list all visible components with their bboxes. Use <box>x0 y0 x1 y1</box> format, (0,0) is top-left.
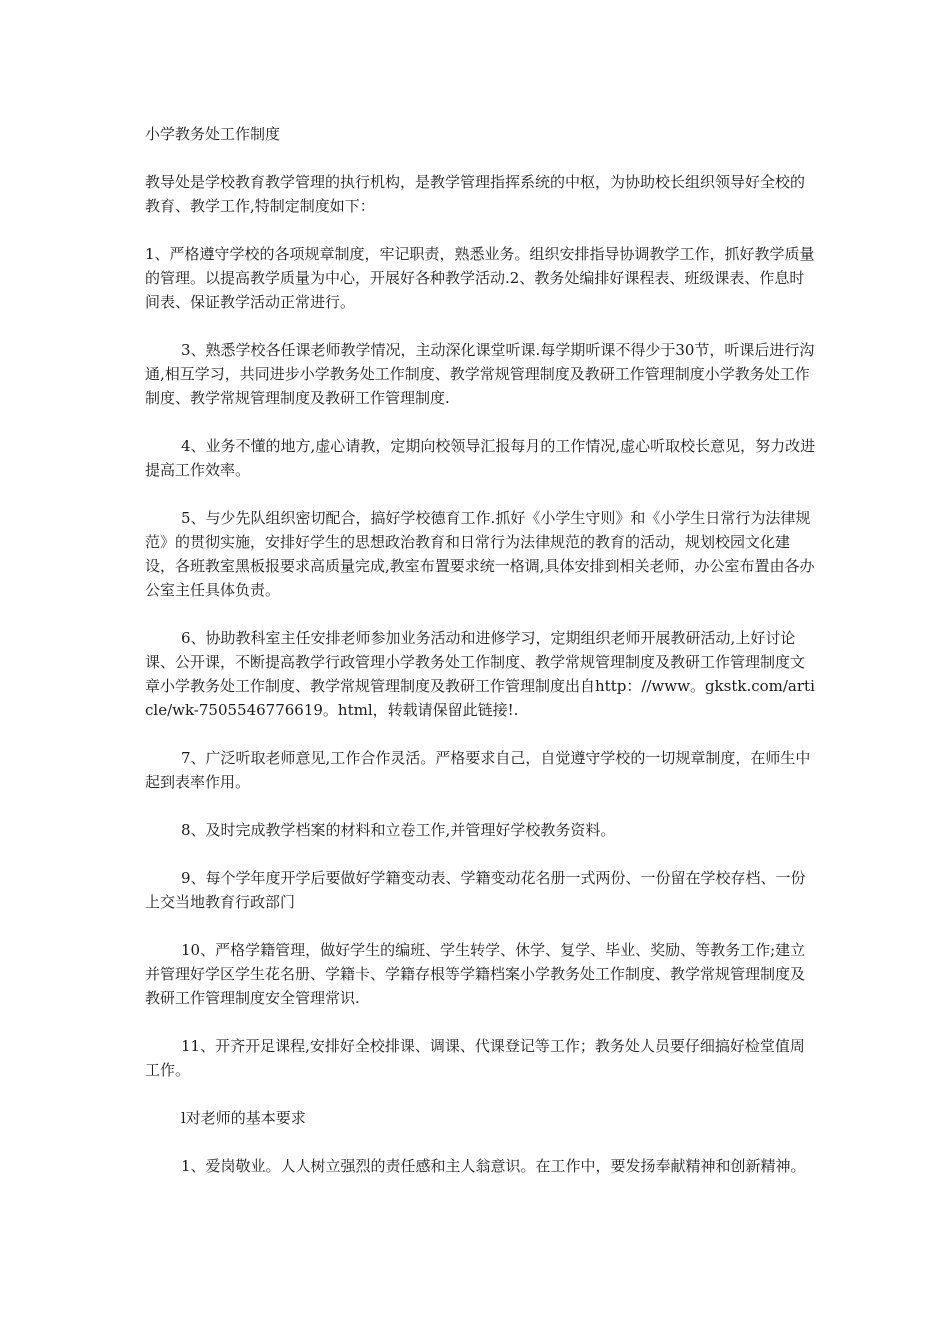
rule-paragraph-9: 9、每个学年度开学后要做好学籍变动表、学籍变动花名册一式两份、一份留在学校存档、一份上交当地教育行政部门 <box>145 869 806 911</box>
intro-paragraph: 教导处是学校教育教学管理的执行机构，是教学管理指挥系统的中枢，为协助校长组织领导好全校的教育、教学工作,特制定制度如下： <box>145 173 806 215</box>
teacher-requirement-1: 1、爱岗敬业。人人树立强烈的责任感和主人翁意识。在工作中，要发扬奉献精神和创新精神。 <box>181 1157 806 1175</box>
rule-paragraph-11: 11、开齐开足课程,安排好全校排课、调课、代课登记等工作；教务处人员要仔细搞好检堂值周工作。 <box>145 1037 805 1079</box>
rule-paragraph-3: 3、熟悉学校各任课老师教学情况，主动深化课堂听课.每学期听课不得少于30节，听课后进行沟通,相互学习，共同进步小学教务处工作制度、教学常规管理制度及教研工作管理制度小学教务处工作制度、教学常规管理制度及教研工作管理制度. <box>145 341 815 407</box>
document-title: 小学教务处工作制度 <box>145 125 281 143</box>
rule-paragraph-8: 8、及时完成教学档案的材料和立卷工作,并管理好学校教务资料。 <box>181 821 616 839</box>
section-heading: l对老师的基本要求 <box>181 1109 306 1127</box>
rule-paragraph-4: 4、业务不懂的地方,虚心请教，定期向校领导汇报每月的工作情况,虚心听取校长意见，努力改进提高工作效率。 <box>145 437 816 479</box>
rule-paragraph-10: 10、严格学籍管理，做好学生的编班、学生转学、休学、复学、毕业、奖励、等教务工作;建立并管理好学区学生花名册、学籍卡、学籍存根等学籍档案小学教务处工作制度、教学常规管理制度及教研工作管理制度安全管理常识. <box>145 941 806 1007</box>
rule-paragraph-6: 6、协助教科室主任安排老师参加业务活动和进修学习，定期组织老师开展教研活动,上好讨论课、公开课，不断提高教学行政管理小学教务处工作制度、教学常规管理制度及教研工作管理制度文章小学教务处工作制度、教学常规管理制度及教研工作管理制度出自http：//www。gkstk.com/article/wk-7505546776619。html，转载请保留此链接!. <box>145 629 815 719</box>
rule-paragraph-1: 1、严格遵守学校的各项规章制度，牢记职责，熟悉业务。组织安排指导协调教学工作，抓好教学质量的管理。以提高教学质量为中心，开展好各种教学活动.2、教务处编排好课程表、班级课表、作息时间表、保证教学活动正常进行。 <box>145 245 815 311</box>
rule-paragraph-5: 5、与少先队组织密切配合，搞好学校德育工作.抓好《小学生守则》和《小学生日常行为法律规范》的贯彻实施，安排好学生的思想政治教育和日常行为法律规范的教育的活动，规划校园文化建设，各班教室黑板报要求高质量完成,教室布置要求统一格调,具体安排到相关老师，办公室布置由各办公室主任具体负责。 <box>145 509 815 599</box>
rule-paragraph-7: 7、广泛听取老师意见,工作合作灵活。严格要求自己，自觉遵守学校的一切规章制度，在师生中起到表率作用。 <box>145 749 811 791</box>
document-page <box>145 122 817 1202</box>
